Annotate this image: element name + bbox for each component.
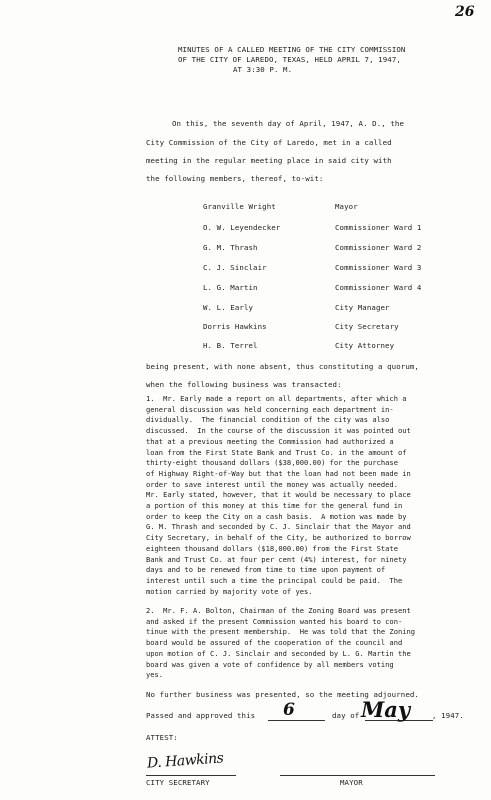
member-name: H. B. Terrel	[203, 341, 258, 350]
item-1-line: general discussion was held concerning each department in-	[146, 404, 394, 414]
adjournment-line: No further business was presented, so the meeting adjourned.	[146, 690, 419, 699]
item-1-line: Mr. Early stated, however, that it would be necessary to place	[146, 490, 411, 500]
item-1-line: a portion of this money at this time for the general fund in	[146, 501, 403, 510]
page-number: 26	[455, 4, 475, 20]
item-2-line: 2. Mr. F. A. Bolton, Chairman of the Zoning Board was present	[146, 606, 411, 615]
item-1-line: of Highway Right-of-Way but that the loan had not been made in	[146, 468, 411, 478]
item-2-line: upon motion of C. J. Sinclair and seconded by L. G. Martin the	[146, 648, 411, 658]
item-2-line: tinue with the present membership. He was told that the Zoning	[146, 627, 416, 637]
member-name: O. W. Leyendecker	[203, 223, 281, 232]
member-title: Commissioner Ward 1	[335, 223, 422, 232]
approval-day: 6	[283, 700, 295, 720]
heading-line: AT 3:30 P. M.	[233, 65, 293, 74]
secretary-signature: D. Hawkins	[146, 750, 224, 772]
opening-line: City Commission of the City of Laredo, met in a called	[146, 138, 392, 147]
item-1-line: 1. Mr. Early made a report on all departments, after which a	[146, 394, 407, 403]
member-title: City Manager	[335, 303, 390, 312]
item-2-line: board was given a vote of confidence by all members voting	[146, 659, 394, 669]
member-title: Commissioner Ward 3	[335, 263, 422, 272]
day-blank-line	[268, 720, 325, 721]
item-1-line: City Secretary, in behalf of the City, be authorized to borrow	[146, 533, 411, 543]
item-1-line: eighteen thousand dollars ($18,000.00) from the First State	[146, 543, 398, 553]
member-title: Commissioner Ward 4	[335, 283, 422, 292]
approval-day-label: day of	[332, 711, 360, 720]
mayor-signature-line	[280, 775, 435, 776]
member-name: G. M. Thrash	[203, 243, 258, 252]
item-2-line: yes.	[146, 670, 164, 680]
opening-line: On this, the seventh day of April, 1947, A. D., the	[172, 119, 405, 128]
item-1-line: Bank and Trust Co. at four per cent (4%) interest, for ninety	[146, 554, 407, 564]
member-title: City Secretary	[335, 322, 399, 331]
item-1-line: days and to be renewed from time to time upon payment of	[146, 565, 386, 575]
item-1-line: order to keep the City on a cash basis. A motion was made by	[146, 511, 407, 521]
approval-prefix: Passed and approved this	[146, 711, 256, 720]
opening-line: the following members, thereof, to-wit:	[146, 174, 324, 183]
secretary-label: CITY SECRETARY	[146, 778, 210, 787]
quorum-line: being present, with none absent, thus constituting a quorum,	[146, 362, 419, 371]
member-title: Mayor	[335, 202, 358, 211]
quorum-line: when the following business was transacted:	[146, 380, 342, 389]
item-1-line: G. M. Thrash and seconded by C. J. Sinclair that the Mayor and	[146, 522, 411, 532]
attest-label: ATTEST:	[146, 733, 178, 742]
member-name: C. J. Sinclair	[203, 263, 267, 272]
item-2-line: board would be assured of the cooperation of the council and	[146, 638, 403, 648]
item-1-line: motion carried by majority vote of yes.	[146, 586, 313, 596]
mayor-label: MAYOR	[340, 778, 363, 787]
item-1-line: dividually. The financial condition of the city was also	[146, 415, 390, 425]
member-name: Dorris Hawkins	[203, 322, 267, 331]
member-name: L. G. Martin	[203, 283, 258, 292]
member-title: Commissioner Ward 2	[335, 243, 422, 252]
item-2-line: and asked if the present Commission wanted his board to con-	[146, 616, 403, 626]
member-name: Granville Wright	[203, 202, 276, 211]
member-name: W. L. Early	[203, 303, 254, 312]
item-1-line: that at a previous meeting the Commission had authorized a	[146, 436, 394, 446]
item-1-line: interest until such a time the principal could be paid. The	[146, 575, 403, 585]
heading-line: MINUTES OF A CALLED MEETING OF THE CITY COMMISSION	[178, 45, 406, 54]
heading-line: OF THE CITY OF LAREDO, TEXAS, HELD APRIL 7, 1947,	[178, 55, 401, 64]
opening-line: meeting in the regular meeting place in said city with	[146, 156, 392, 165]
item-1-line: thirty-eight thousand dollars ($38,000.00) for the purchase	[146, 458, 398, 468]
item-1-line: loan from the First State Bank and Trust Co. in the amount of	[146, 447, 407, 457]
approval-year: , 1947.	[432, 711, 464, 720]
secretary-signature-line	[146, 775, 236, 776]
approval-month: May	[361, 697, 411, 722]
item-1-line: discussed. In the course of the discussion it was pointed out	[146, 426, 411, 436]
item-1-line: order to save interest until the money was actually needed.	[146, 479, 398, 489]
member-title: City Attorney	[335, 341, 395, 350]
